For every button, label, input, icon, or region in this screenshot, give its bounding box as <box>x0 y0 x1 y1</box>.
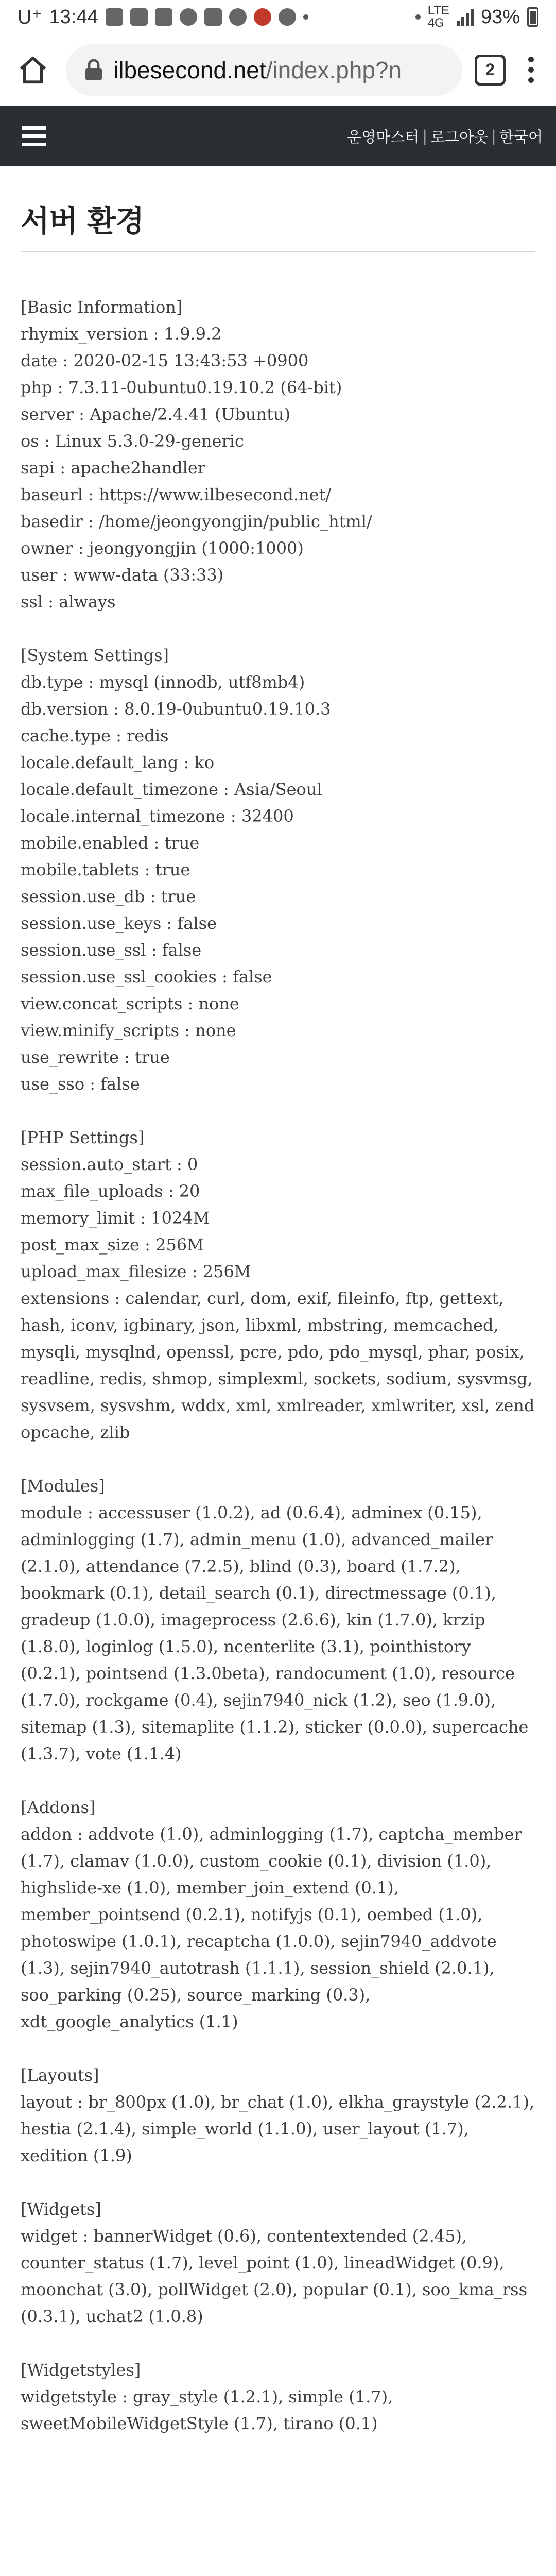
site-header <box>0 106 556 166</box>
carrier-label: U⁺ <box>18 6 42 28</box>
page-title: 서버 환경 <box>21 166 535 252</box>
notification-icon <box>204 8 222 26</box>
notification-icon <box>106 8 123 26</box>
notification-icon <box>229 8 247 26</box>
url-path: /index.php?n <box>266 56 402 83</box>
more-icon <box>528 67 534 73</box>
vibrate-icon <box>415 14 421 20</box>
notification-icon <box>254 8 271 26</box>
network-subtype: 4G <box>427 16 444 30</box>
status-bar-right <box>415 5 538 29</box>
browser-toolbar <box>0 34 556 106</box>
notification-icon <box>180 8 197 26</box>
more-icon <box>528 77 534 83</box>
status-bar <box>0 0 556 34</box>
url-text <box>113 56 402 84</box>
header-links <box>347 126 543 147</box>
home-button[interactable] <box>12 49 54 91</box>
notification-icon <box>279 8 296 26</box>
hamburger-menu-icon[interactable] <box>22 126 46 146</box>
header-link-logout[interactable]: 로그아웃 <box>430 128 489 146</box>
lock-icon <box>83 58 104 82</box>
separator: | <box>491 127 496 145</box>
status-bar-left <box>18 6 308 29</box>
browser-menu-button[interactable] <box>518 49 544 91</box>
header-link-language[interactable]: 한국어 <box>499 128 543 146</box>
header-link-admin[interactable]: 운영마스터 <box>347 128 420 146</box>
address-bar[interactable] <box>66 44 462 96</box>
more-notifications-icon <box>303 14 308 20</box>
signal-icon <box>457 8 474 26</box>
separator: | <box>422 127 428 145</box>
url-host: ilbesecond.net <box>113 56 266 83</box>
home-icon <box>17 54 49 86</box>
status-time: 13:44 <box>49 6 98 28</box>
main-content <box>21 166 535 2437</box>
tab-switcher-button[interactable]: 2 <box>475 55 506 86</box>
more-icon <box>528 57 534 62</box>
battery-level: 93% <box>480 6 520 28</box>
network-type: LTE <box>427 4 449 18</box>
notification-icon <box>130 8 148 26</box>
notification-icon <box>155 8 172 26</box>
battery-icon <box>527 7 538 27</box>
server-env-text: [Basic Information] rhymix_version : 1.9.9.2 date : 2020-02-15 13:43:53 +0900 php : 7.3.11-0ubuntu0.19.10.2 (64-bit) server : Apache/2.4.41 (Ubuntu) os : Linux 5.3.0-29-generic sapi : apache2handler baseurl : https://www.ilbesecond.net/ basedir : /home/jeongyongjin/public_html/ owner : jeongyongjin (1000:1000) user : www-data (33:33) ssl : always [System Settings] db.type : mysql (innodb, utf8mb4) db.version : 8.0.19-0ubuntu0.19.10.3 cache.type : redis locale.default_lang : ko locale.default_timezone : Asia/Seoul locale.internal_timezone : 32400 mobile.enabled : true mobile.tablets : true session.use_db : true session.use_keys : false session.use_ssl : false session.use_ssl_cookies : false view.concat_scripts : none view.minify_scripts : none use_rewrite : true use_sso : false [PHP Settings] session.auto_start : 0 max_file_uploads : 20 memory_limit : 1024M post_max_size : 256M upload_max_filesize : 256M extensions : calendar, curl, dom, exif, fileinfo, ftp, gettext, hash, iconv, igbinary, json, libxml, mbstring, memcached, mysqli, mysqlnd, openssl, pcre, pdo, pdo_mysql, phar, posix, readline, redis, shmop, simplexml, sockets, sodium, sysvmsg, sysvsem, sysvshm, wddx, xml, xmlreader, xmlwriter, xsl, zend opcache, zlib [Modules] module : accessuser (1.0.2), ad (0.6.4), adminex (0.15), adminlogging (1.7), admin_menu (1.0), advanced_mailer (2.1.0), attendance (7.2.5), blind (0.3), board (1.7.2), bookmark (0.1), detail_search (0.1), directmessage (0.1), gradeup (1.0.0), imageprocess (2.6.6), kin (1.7.0), krzip (1.8.0), loginlog (1.5.0), ncenterlite (3.1), pointhistory (0.2.1), pointsend (1.3.0beta), randocument (1.0), resource (1.7.0), rockgame (0.4), sejin7940_nick (1.2), seo (1.9.0), sitemap (1.3), sitemaplite (1.1.2), sticker (0.0.0), supercache (1.3.7), vote (1.1.4) [Addons] addon : addvote (1.0), adminlogging (1.7), captcha_member (1.7), clamav (1.0.0), custom_cookie (0.1), division (1.0), highslide-xe (1.0), member_join_extend (0.1), member_pointsend (0.2.1), notifyjs (0.1), oembed (1.0), photoswipe (1.0.1), recaptcha (1.0.0), sejin7940_addvote (1.3), sejin7940_autotrash (1.1.1), session_shield (2.0.1), soo_parking (0.25), source_marking (0.3), xdt_google_analytics (1.1) [Layouts] layout : br_800px (1.0), br_chat (1.0), elkha_graystyle (2.2.1), hestia (2.1.4), simple_world (1.1.0), user_layout (1.7), xedition (1.9) [Widgets] widget : bannerWidget (0.6), contentextended (2.45), counter_status (1.7), level_point (1.0), lineadWidget (0.9), moonchat (3.0), pollWidget (2.0), popular (0.1), soo_kma_rss (0.3.1), uchat2 (1.0.8) [Widgetstyles] widgetstyle : gray_style (1.2.1), simple (1.7), sweetMobileWidgetStyle (1.7), tirano (0.1) <box>21 297 535 2433</box>
